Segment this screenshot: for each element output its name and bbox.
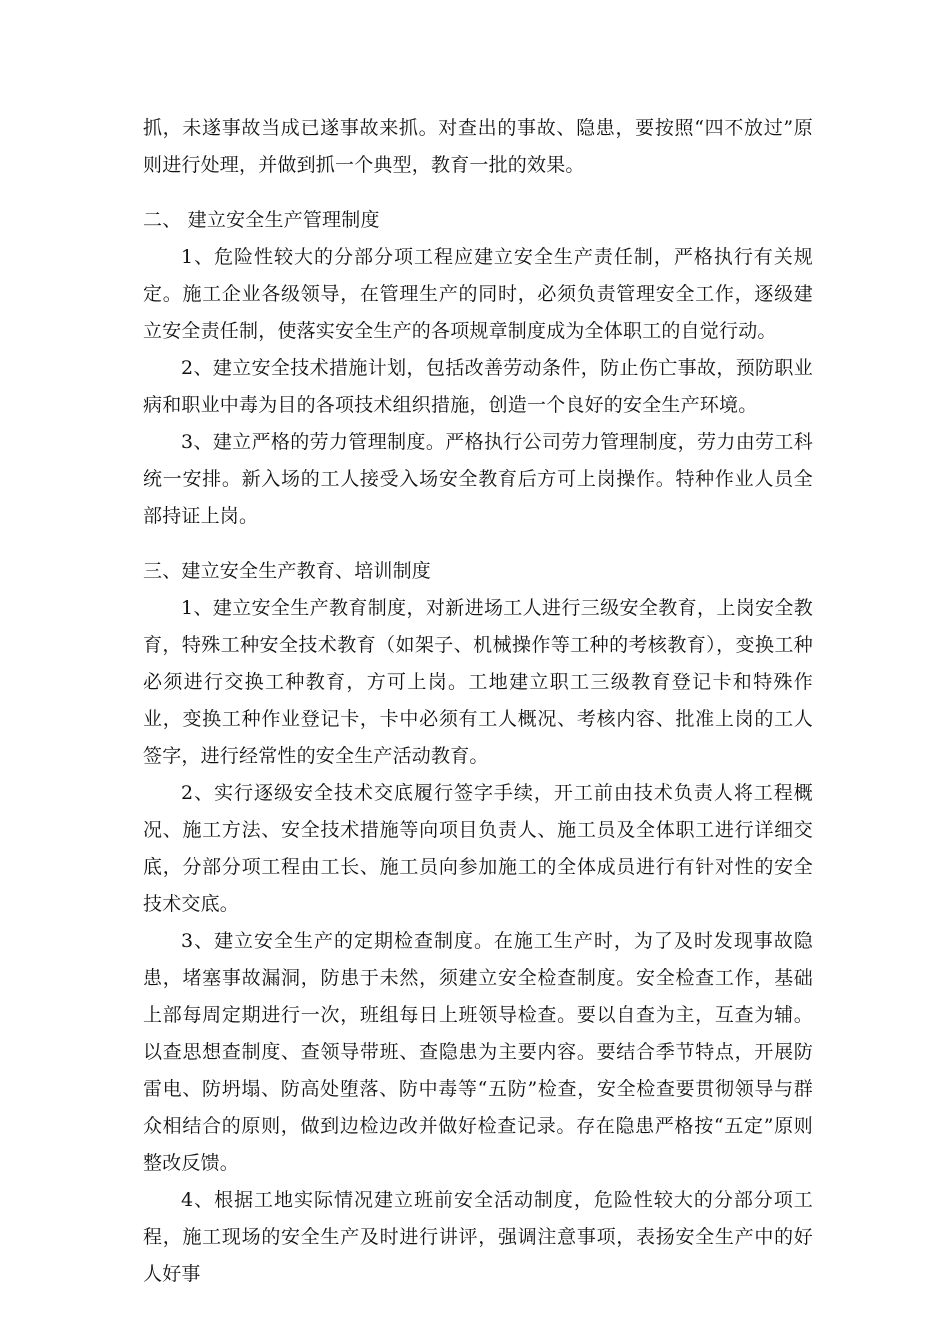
document-body	[143, 110, 813, 1293]
paragraph-3-4: 4、根据工地实际情况建立班前安全活动制度，危险性较大的分部分项工程，施工现场的安全生产及时进行讲评，强调注意事项，表扬安全生产中的好人好事	[143, 1189, 813, 1285]
paragraph-2-3: 3、建立严格的劳力管理制度。严格执行公司劳力管理制度，劳力由劳工科统一安排。新入场的工人接受入场安全教育后方可上岗操作。特种作业人员全部持证上岗。	[143, 431, 813, 527]
paragraph-2-2: 2、建立安全技术措施计划，包括改善劳动条件，防止伤亡事故，预防职业病和职业中毒为目的各项技术组织措施，创造一个良好的安全生产环境。	[143, 357, 813, 416]
section-heading-2: 二、 建立安全生产管理制度	[143, 209, 380, 231]
paragraph-continuation: 抓，未遂事故当成已遂事故来抓。对查出的事故、隐患，要按照“四不放过”原则进行处理，并做到抓一个典型，教育一批的效果。	[143, 117, 813, 176]
paragraph-3-3: 3、建立安全生产的定期检查制度。在施工生产时，为了及时发现事故隐患，堵塞事故漏洞，防患于未然，须建立安全检查制度。安全检查工作，基础上部每周定期进行一次，班组每日上班领导检查。要以自查为主，互查为辅。以查思想查制度、查领导带班、查隐患为主要内容。要结合季节特点，开展防雷电、防坍塌、防高处堕落、防中毒等“五防”检查，安全检查要贯彻领导与群众相结合的原则，做到边检边改并做好检查记录。存在隐患严格按“五定”原则整改反馈。	[143, 930, 813, 1174]
paragraph-3-1: 1、建立安全生产教育制度，对新进场工人进行三级安全教育，上岗安全教育，特殊工种安全技术教育（如架子、机械操作等工种的考核教育），变换工种必须进行交换工种教育，方可上岗。工地建立职工三级教育登记卡和特殊作业，变换工种作业登记卡，卡中必须有工人概况、考核内容、批准上岗的工人签字，进行经常性的安全生产活动教育。	[143, 597, 813, 767]
section-heading-3: 三、建立安全生产教育、培训制度	[143, 560, 432, 582]
paragraph-2-1: 1、危险性较大的分部分项工程应建立安全生产责任制，严格执行有关规定。施工企业各级领导，在管理生产的同时，必须负责管理安全工作，逐级建立安全责任制，使落实安全生产的各项规章制度成为全体职工的自觉行动。	[143, 246, 813, 342]
paragraph-3-2: 2、实行逐级安全技术交底履行签字手续，开工前由技术负责人将工程概况、施工方法、安全技术措施等向项目负责人、施工员及全体职工进行详细交底，分部分项工程由工长、施工员向参加施工的全体成员进行有针对性的安全技术交底。	[143, 782, 813, 915]
